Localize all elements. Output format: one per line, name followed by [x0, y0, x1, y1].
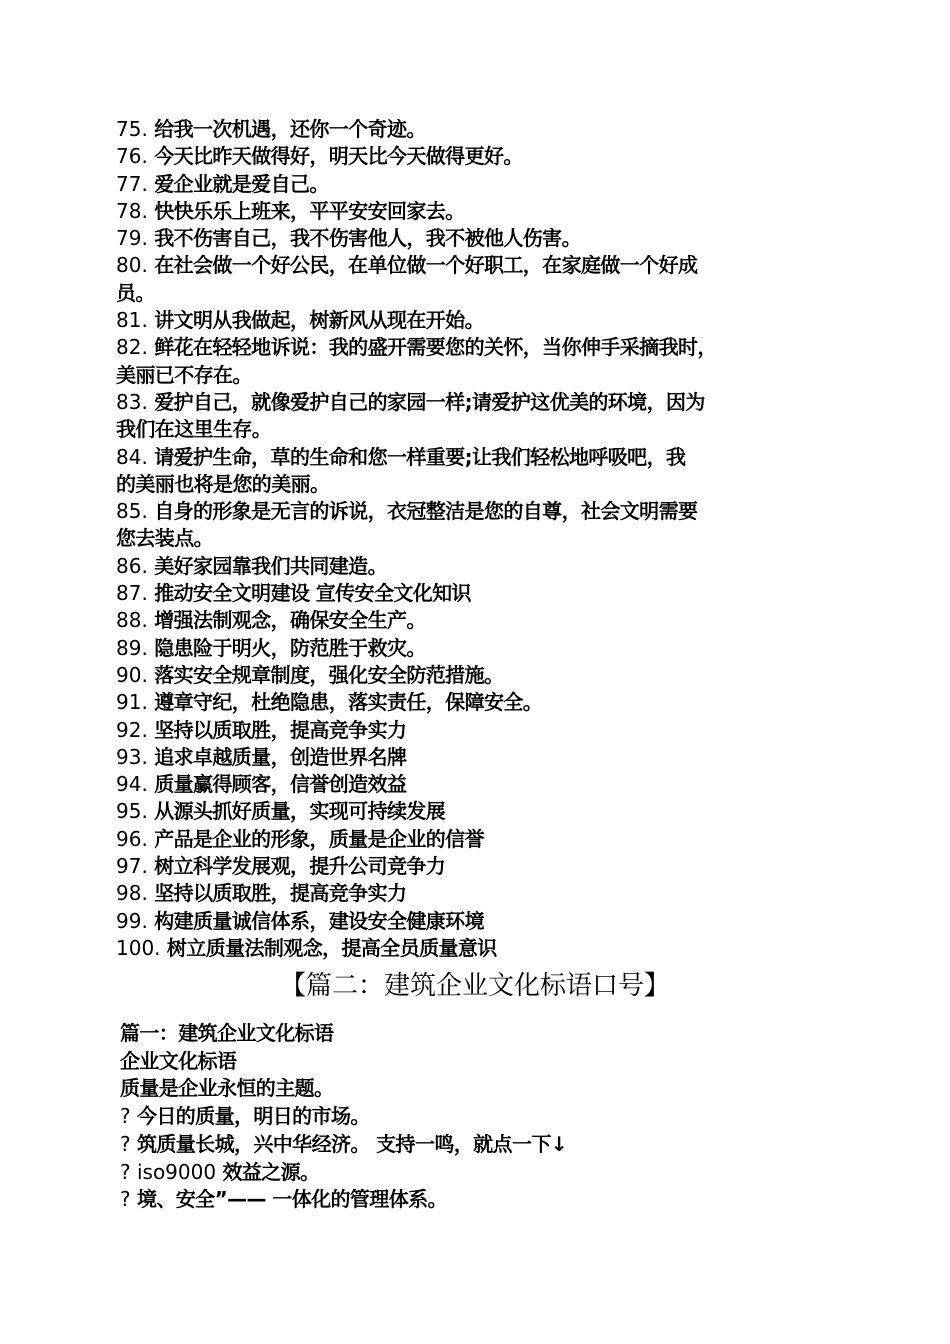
section-line: [120, 1159, 840, 1187]
item-continuation: 员。: [116, 280, 155, 305]
item-text: 今天比昨天做得好，明天比今天做得更好。: [154, 144, 523, 169]
list-item: [116, 307, 856, 334]
list-item: [116, 498, 856, 525]
line-prefix: ?: [120, 1131, 137, 1156]
item-text: 讲文明从我做起，树新风从现在开始。: [154, 308, 484, 333]
item-number: 79.: [116, 226, 148, 251]
item-number: 91.: [116, 690, 148, 715]
item-text: 推动安全文明建设 宣传安全文化知识: [154, 581, 471, 606]
section-line: [120, 1075, 840, 1103]
list-item: [116, 880, 856, 907]
list-item: [116, 662, 856, 689]
item-number: 92.: [116, 717, 148, 742]
item-number: 84.: [116, 444, 148, 469]
item-continuation: 的美丽也将是您的美丽。: [116, 471, 330, 496]
item-text: 在社会做一个好公民，在单位做一个好职工，在家庭做一个好成: [154, 253, 698, 278]
item-text: 我不伤害自己，我不伤害他人，我不被他人伤害。: [154, 226, 581, 251]
list-item: [116, 689, 856, 716]
list-item: [116, 771, 856, 798]
item-text: 坚持以质取胜，提高竞争实力: [154, 881, 407, 906]
list-item: [116, 908, 856, 935]
line-prefix: ? iso9000: [120, 1159, 223, 1184]
item-number: 83.: [116, 389, 148, 414]
line-text: 境、安全”—— 一体化的管理体系。: [136, 1187, 447, 1212]
item-text: 爱护自己，就像爱护自己的家园一样;请爱护这优美的环境，因为: [154, 389, 705, 414]
item-number: 90.: [116, 662, 148, 687]
list-item: [116, 225, 856, 252]
list-item: [116, 580, 856, 607]
item-continuation: 我们在这里生存。: [116, 417, 272, 442]
item-number: 80.: [116, 253, 148, 278]
item-text: 树立科学发展观，提升公司竞争力: [154, 854, 446, 879]
line-text: 今日的质量，明日的市场。: [136, 1104, 370, 1129]
item-number: 97.: [116, 854, 148, 879]
section-line: [120, 1186, 840, 1214]
item-number: 85.: [116, 499, 148, 524]
item-number: 82.: [116, 335, 148, 360]
section-line: [120, 1048, 840, 1076]
list-item: [116, 171, 856, 198]
item-text: 落实安全规章制度，强化安全防范措施。: [154, 662, 504, 687]
line-text: 筑质量长城，兴中华经济。 支持一鸣，就点一下↓: [136, 1131, 567, 1156]
item-text: 质量赢得顾客，信誉创造效益: [154, 772, 407, 797]
line-prefix: ?: [120, 1187, 137, 1212]
section-line: [120, 1131, 840, 1159]
item-number: 96.: [116, 826, 148, 851]
item-text: 给我一次机遇，还你一个奇迹。: [154, 117, 426, 141]
item-text: 隐患险于明火，防范胜于救灾。: [154, 635, 426, 660]
item-number: 99.: [116, 908, 148, 933]
item-text: 构建质量诚信体系，建设安全健康环境: [154, 908, 484, 933]
list-item: [116, 198, 856, 225]
item-continuation: 您去装点。: [116, 526, 213, 551]
section-title: 【篇二：建筑企业文化标语口号】: [279, 971, 670, 1001]
item-text: 遵章守纪，杜绝隐患，落实责任，保障安全。: [154, 690, 543, 715]
line-text: 篇一：建筑企业文化标语: [120, 1021, 334, 1045]
item-text: 坚持以质取胜，提高竞争实力: [154, 717, 407, 742]
slogan-list: [116, 116, 856, 962]
list-item: [116, 853, 856, 880]
item-number: 93.: [116, 744, 148, 769]
item-number: 76.: [116, 144, 148, 169]
item-number: 94.: [116, 772, 148, 797]
item-text: 增强法制观念，确保安全生产。: [154, 608, 426, 633]
item-text: 从源头抓好质量，实现可持续发展: [154, 799, 446, 824]
item-text: 请爱护生命，草的生命和您一样重要;让我们轻松地呼吸吧，我: [154, 444, 686, 469]
item-number: 95.: [116, 799, 148, 824]
item-text: 爱企业就是爱自己。: [154, 171, 329, 196]
item-number: 86.: [116, 553, 148, 578]
line-text: 企业文化标语: [120, 1048, 237, 1073]
item-number: 78.: [116, 198, 148, 223]
item-number: 88.: [116, 608, 148, 633]
item-number: 75.: [116, 117, 148, 141]
section-line: [120, 1020, 840, 1048]
list-item: [116, 444, 856, 471]
list-item: [116, 935, 856, 962]
item-text: 追求卓越质量，创造世界名牌: [154, 744, 407, 769]
list-item: [116, 143, 856, 170]
item-text: 产品是企业的形象，质量是企业的信誉: [154, 826, 484, 851]
item-text: 快快乐乐上班来，平平安安回家去。: [154, 198, 465, 223]
list-item: [116, 116, 856, 143]
list-item: [116, 826, 856, 853]
list-item: [116, 553, 856, 580]
list-item: [116, 607, 856, 634]
item-text: 自身的形象是无言的诉说，衣冠整洁是您的自尊，社会文明需要: [154, 499, 698, 524]
list-item: [116, 717, 856, 744]
item-text: 美好家园靠我们共同建造。: [154, 553, 387, 578]
list-item: [116, 389, 856, 416]
list-item: [116, 798, 856, 825]
section-body: [120, 1020, 840, 1214]
item-text: 树立质量法制观念，提高全员质量意识: [166, 935, 497, 960]
item-text: 鲜花在轻轻地诉说：我的盛开需要您的关怀，当你伸手采摘我时，: [154, 335, 717, 360]
list-item: [116, 744, 856, 771]
item-number: 81.: [116, 308, 148, 333]
list-item: [116, 252, 856, 279]
item-number: 100.: [116, 935, 161, 960]
item-number: 87.: [116, 581, 148, 606]
item-number: 77.: [116, 171, 148, 196]
list-item: [116, 334, 856, 361]
item-number: 98.: [116, 881, 148, 906]
item-continuation: 美丽已不存在。: [116, 362, 252, 387]
line-text: 效益之源。: [222, 1159, 320, 1184]
line-text: 质量是企业永恒的主题。: [120, 1076, 334, 1101]
line-prefix: ?: [120, 1104, 137, 1129]
item-number: 89.: [116, 635, 148, 660]
section-line: [120, 1103, 840, 1131]
list-item: [116, 635, 856, 662]
